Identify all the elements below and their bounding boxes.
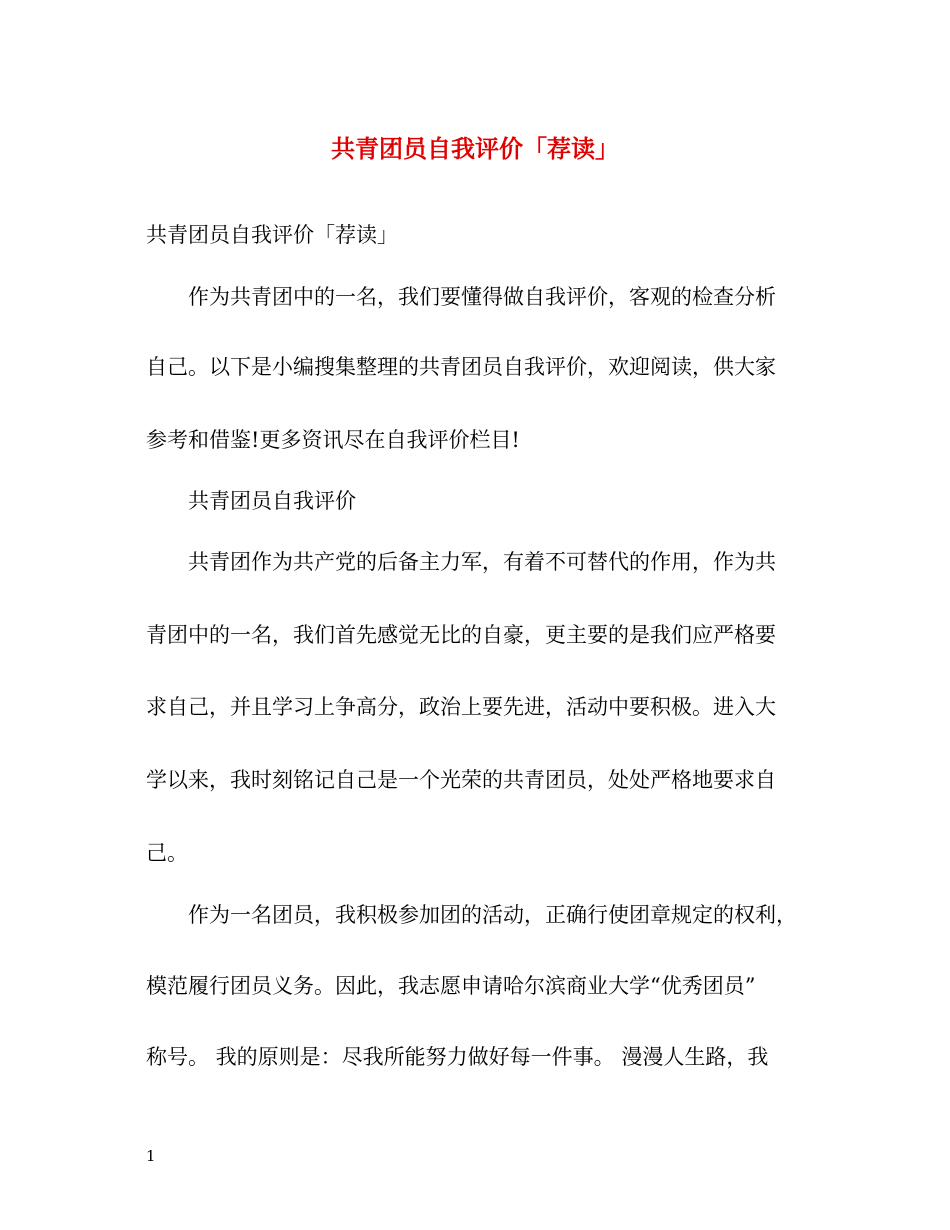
- paragraph-line: 青团中的一名，我们首先感觉无比的自豪，更主要的是我们应严格要: [146, 623, 776, 647]
- section-heading: 共青团员自我评价: [188, 489, 356, 513]
- paragraph-line: 共青团作为共产党的后备主力军，有着不可替代的作用，作为共: [188, 550, 776, 574]
- paragraph-line: 作为一名团员，我积极参加团的活动，正确行使团章规定的权利，: [188, 903, 797, 927]
- paragraph-line: 作为共青团中的一名，我们要懂得做自我评价，客观的检查分析: [188, 285, 776, 309]
- paragraph-line: 己。: [146, 841, 188, 865]
- paragraph-line: 自己。以下是小编搜集整理的共青团员自我评价，欢迎阅读，供大家: [146, 355, 776, 379]
- paragraph-line: 学以来，我时刻铭记自己是一个光荣的共青团员，处处严格地要求自: [146, 768, 776, 792]
- document-title: 共青团员自我评价「荐读」: [331, 134, 619, 163]
- subtitle-line: 共青团员自我评价「荐读」: [146, 223, 398, 247]
- paragraph-line: 参考和借鉴!更多资讯尽在自我评价栏目!: [146, 428, 520, 452]
- paragraph-line: 求自己，并且学习上争高分，政治上要先进，活动中要积极。进入大: [146, 695, 776, 719]
- page-number: 1: [146, 1147, 156, 1165]
- paragraph-line: 称号。 我的原则是：尽我所能努力做好每一件事。 漫漫人生路，我: [146, 1045, 769, 1069]
- paragraph-line: 模范履行团员义务。因此，我志愿申请哈尔滨商业大学“优秀团员”: [146, 974, 756, 998]
